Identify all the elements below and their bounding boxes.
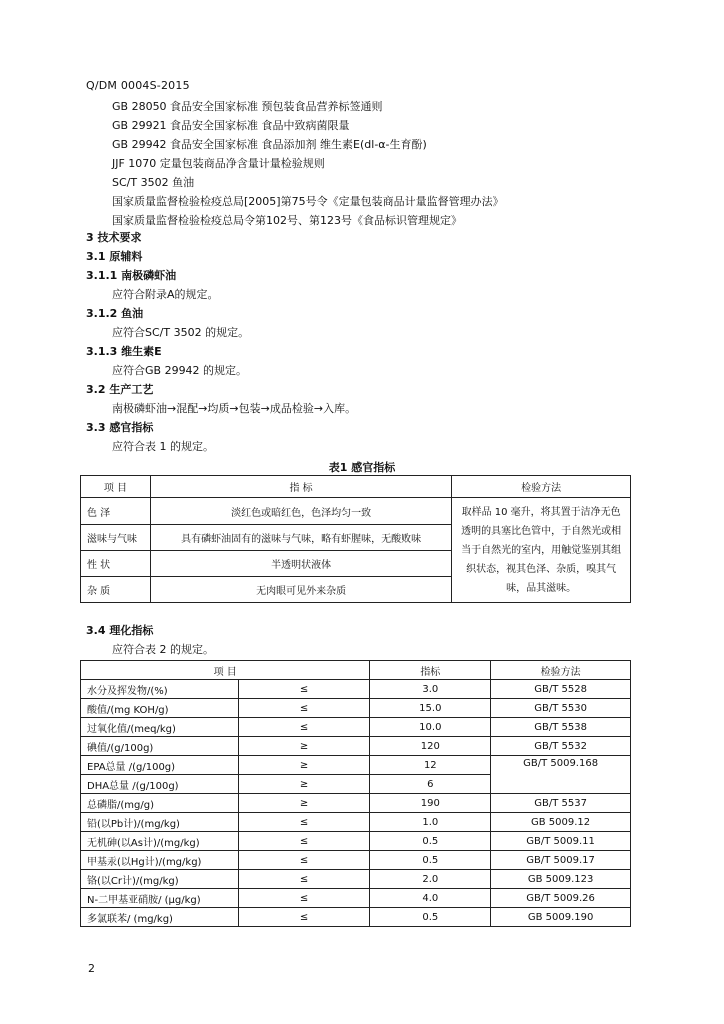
reference-item: 国家质量监督检验检疫总局令第102号、第123号《食品标识管理规定》 [112, 214, 462, 227]
table1-method: 取样品 10 毫升，将其置于洁净无色透明的具塞比色管中，于自然光或相当于自然光的室内，用触觉鉴别其组织状态，视其色泽、杂质，嗅其气味，品其滋味。 [452, 498, 631, 603]
table2-item: 碘值/(g/100g) [81, 737, 239, 756]
section-3-4-heading: 3.4 理化指标 [86, 624, 154, 637]
section-3-1-2-heading: 3.1.2 鱼油 [86, 307, 144, 320]
table2-value: 3.0 [370, 680, 491, 699]
table1-header-spec: 指 标 [150, 476, 451, 498]
table2-header-value: 指标 [370, 661, 491, 680]
section-3-1-heading: 3.1 原辅料 [86, 250, 143, 263]
table2-item: 铅(以Pb计)/(mg/kg) [81, 813, 239, 832]
table2-symbol: ≤ [238, 832, 370, 851]
reference-item: JJF 1070 定量包装商品净含量计量检验规则 [112, 157, 325, 170]
sensory-table [80, 475, 631, 603]
page-number: 2 [88, 962, 95, 975]
table2-item: DHA总量 /(g/100g) [81, 775, 239, 794]
table1-spec: 无肉眼可见外来杂质 [150, 577, 451, 603]
reference-item: GB 29921 食品安全国家标准 食品中致病菌限量 [112, 119, 350, 132]
table2-value: 6 [370, 775, 491, 794]
table2-item: 水分及挥发物/(%) [81, 680, 239, 699]
table2-method: GB/T 5009.11 [491, 832, 631, 851]
table2-symbol: ≥ [238, 756, 370, 775]
table2-item: 总磷脂/(mg/g) [81, 794, 239, 813]
section-3-1-2-text: 应符合SC/T 3502 的规定。 [112, 326, 250, 339]
section-3-3-heading: 3.3 感官指标 [86, 421, 154, 434]
reference-item: SC/T 3502 鱼油 [112, 176, 195, 189]
table2-item: N-二甲基亚硝胺/ (μg/kg) [81, 889, 239, 908]
table2-method: GB 5009.123 [491, 870, 631, 889]
table2-symbol: ≤ [238, 908, 370, 927]
table1-item: 色 泽 [81, 498, 151, 525]
reference-item: GB 28050 食品安全国家标准 预包装食品营养标签通则 [112, 100, 383, 113]
section-3-1-1-heading: 3.1.1 南极磷虾油 [86, 269, 177, 282]
table2-method: GB/T 5538 [491, 718, 631, 737]
table2-value: 15.0 [370, 699, 491, 718]
table2-item: 甲基汞(以Hg计)/(mg/kg) [81, 851, 239, 870]
table2-value: 0.5 [370, 908, 491, 927]
table2-method: GB/T 5009.168 [491, 756, 631, 794]
section-3-heading: 3 技术要求 [86, 231, 142, 244]
table2-method: GB/T 5532 [491, 737, 631, 756]
table2-value: 1.0 [370, 813, 491, 832]
table1-spec: 半透明状液体 [150, 551, 451, 577]
table2-symbol: ≥ [238, 737, 370, 756]
table2-value: 2.0 [370, 870, 491, 889]
section-3-4-text: 应符合表 2 的规定。 [112, 643, 214, 656]
table2-symbol: ≥ [238, 794, 370, 813]
table2-value: 120 [370, 737, 491, 756]
table2-symbol: ≤ [238, 870, 370, 889]
table1-header-method: 检验方法 [452, 476, 631, 498]
table1-item: 性 状 [81, 551, 151, 577]
table2-value: 12 [370, 756, 491, 775]
reference-item: GB 29942 食品安全国家标准 食品添加剂 维生素E(dl-α-生育酚) [112, 138, 427, 151]
table2-method: GB 5009.190 [491, 908, 631, 927]
table2-symbol: ≤ [238, 699, 370, 718]
table1-header-item: 项 目 [81, 476, 151, 498]
table1-spec: 淡红色或暗红色，色泽均匀一致 [150, 498, 451, 525]
reference-item: 国家质量监督检验检疫总局[2005]第75号令《定量包装商品计量监督管理办法》 [112, 195, 504, 208]
section-3-3-text: 应符合表 1 的规定。 [112, 440, 214, 453]
table1-caption: 表1 感官指标 [328, 461, 396, 474]
table2-item: 铬(以Cr计)/(mg/kg) [81, 870, 239, 889]
table1-item: 滋味与气味 [81, 525, 151, 551]
table2-header-item: 项 目 [81, 661, 370, 680]
table2-method: GB/T 5009.26 [491, 889, 631, 908]
table2-item: 过氧化值/(meq/kg) [81, 718, 239, 737]
section-3-2-text: 南极磷虾油→混配→均质→包装→成品检验→入库。 [112, 402, 357, 415]
table2-method: GB/T 5528 [491, 680, 631, 699]
table2-symbol: ≤ [238, 889, 370, 908]
table2-method: GB/T 5530 [491, 699, 631, 718]
table2-item: EPA总量 /(g/100g) [81, 756, 239, 775]
table2-method: GB/T 5009.17 [491, 851, 631, 870]
table2-method: GB 5009.12 [491, 813, 631, 832]
table2-item: 无机砷(以As计)/(mg/kg) [81, 832, 239, 851]
table2-value: 10.0 [370, 718, 491, 737]
table1-item: 杂 质 [81, 577, 151, 603]
normative-references [112, 97, 504, 230]
physicochemical-table [80, 660, 631, 927]
table2-header-method: 检验方法 [491, 661, 631, 680]
section-3-1-3-text: 应符合GB 29942 的规定。 [112, 364, 248, 377]
table2-item: 酸值/(mg KOH/g) [81, 699, 239, 718]
table2-symbol: ≤ [238, 718, 370, 737]
table2-value: 190 [370, 794, 491, 813]
table2-value: 4.0 [370, 889, 491, 908]
table2-symbol: ≤ [238, 813, 370, 832]
table2-value: 0.5 [370, 832, 491, 851]
table1-spec: 具有磷虾油固有的滋味与气味，略有虾腥味，无酸败味 [150, 525, 451, 551]
section-3-1-3-heading: 3.1.3 维生素E [86, 345, 162, 358]
table2-symbol: ≥ [238, 775, 370, 794]
table2-symbol: ≤ [238, 680, 370, 699]
section-3-2-heading: 3.2 生产工艺 [86, 383, 154, 396]
table2-method: GB/T 5537 [491, 794, 631, 813]
standard-code: Q/DM 0004S-2015 [86, 79, 190, 92]
table2-value: 0.5 [370, 851, 491, 870]
table2-item: 多氯联苯/ (mg/kg) [81, 908, 239, 927]
table2-symbol: ≤ [238, 851, 370, 870]
section-3-1-1-text: 应符合附录A的规定。 [112, 288, 219, 301]
